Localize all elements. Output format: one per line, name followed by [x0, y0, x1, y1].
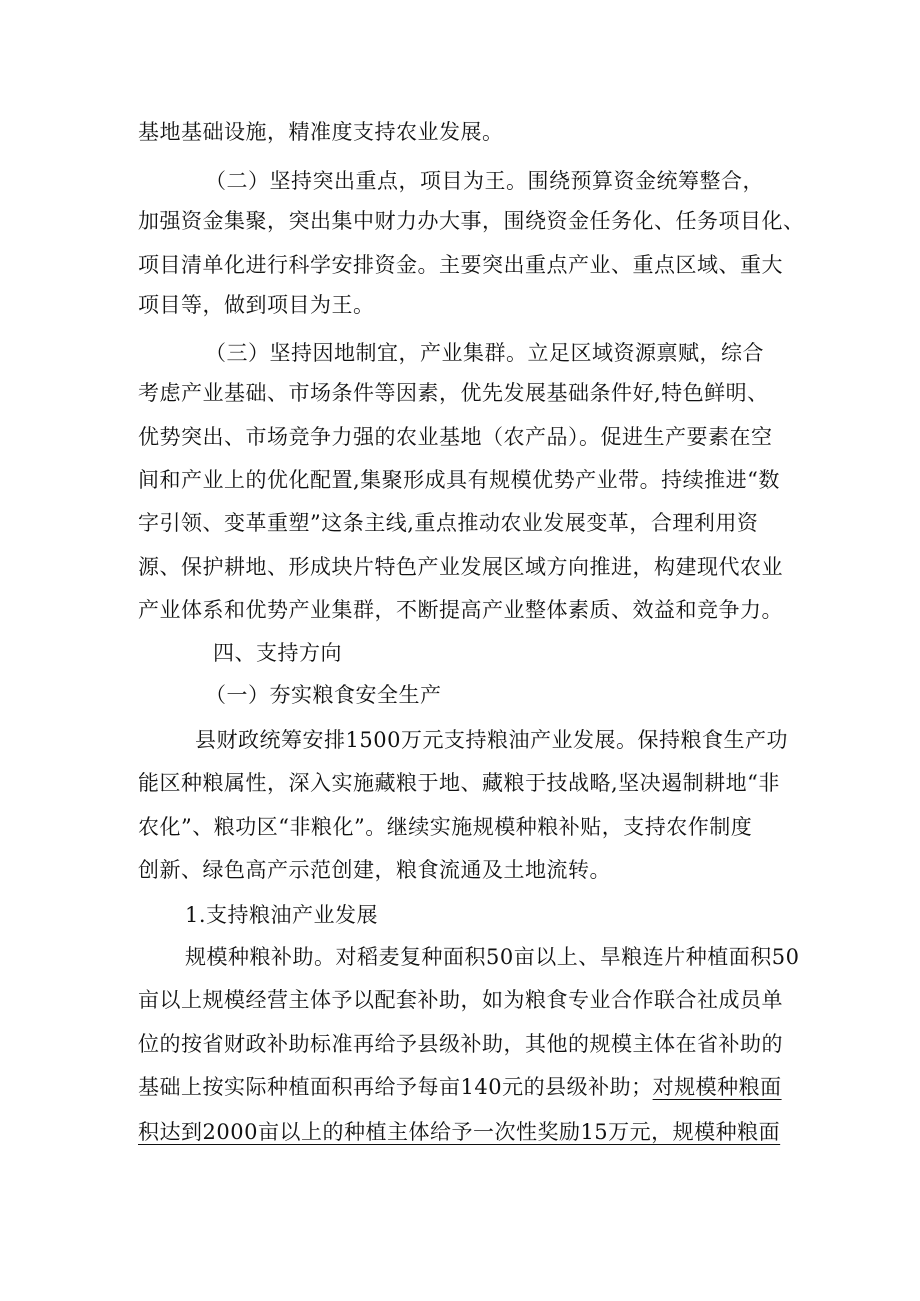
paragraph-line: 优势突出、市场竞争力强的农业基地（农产品）。促进生产要素在空 [138, 425, 773, 449]
paragraph-line: 源、保护耕地、形成块片特色产业发展区域方向推进，构建现代农业 [138, 555, 783, 579]
paragraph-line: 产业体系和优势产业集群，不断提高产业整体素质、效益和竞争力。 [138, 598, 783, 622]
paragraph-line: 项目等，做到项目为王。 [138, 293, 375, 317]
section-heading: 四、支持方向 [213, 641, 342, 665]
paragraph-line: 创新、绿色高产示范创建，粮食流通及土地流转。 [138, 858, 611, 882]
paragraph-text: 基础上按实际种植面积再给予每亩140元的县级补助； [138, 1075, 653, 1099]
paragraph-line [0, 1072, 920, 1102]
underlined-text: 积达到2000亩以上的种植主体给予一次性奖励15万元，规模种粮面 [138, 1120, 781, 1144]
paragraph-line: 亩以上规模经营主体予以配套补助，如为粮食专业合作联合社成员单 [138, 988, 783, 1012]
underlined-text: 对规模种粮面 [652, 1075, 782, 1099]
paragraph-line [0, 1117, 920, 1147]
paragraph-line: 考虑产业基础、市场条件等因素，优先发展基础条件好,特色鲜明、 [138, 381, 769, 405]
paragraph-line: 农化”、粮功区“非粮化”。继续实施规模种粮补贴，支持农作制度 [138, 815, 753, 839]
paragraph-line: 县财政统筹安排1500万元支持粮油产业发展。保持粮食生产功 [195, 728, 788, 752]
paragraph-line: （三）坚持因地制宜，产业集群。立足区域资源禀赋，综合 [205, 341, 764, 365]
paragraph-line: 能区种粮属性，深入实施藏粮于地、藏粮于技战略,坚决遏制耕地“非 [138, 771, 780, 795]
subsection-heading: （一）夯实粮食安全生产 [205, 683, 442, 707]
paragraph-line: （二）坚持突出重点，项目为王。围绕预算资金统筹整合， [205, 169, 764, 193]
numbered-heading: 1.支持粮油产业发展 [185, 903, 379, 927]
paragraph-line: 项目清单化进行科学安排资金。主要突出重点产业、重点区域、重大 [138, 253, 783, 277]
paragraph-line: 位的按省财政补助标准再给予县级补助，其他的规模主体在省补助的 [138, 1032, 783, 1056]
paragraph-line: 间和产业上的优化配置,集聚形成具有规模优势产业带。持续推进“数 [138, 468, 780, 492]
paragraph-line: 加强资金集聚，突出集中财力办大事，围绕资金任务化、任务项目化、 [138, 209, 805, 233]
paragraph-line: 字引领、变革重塑”这条主线,重点推动农业发展变革，合理利用资 [138, 511, 759, 535]
paragraph-line: 基地基础设施，精准度支持农业发展。 [138, 120, 504, 144]
paragraph-line: 规模种粮补助。对稻麦复种面积50亩以上、旱粮连片种植面积50 [185, 945, 800, 969]
